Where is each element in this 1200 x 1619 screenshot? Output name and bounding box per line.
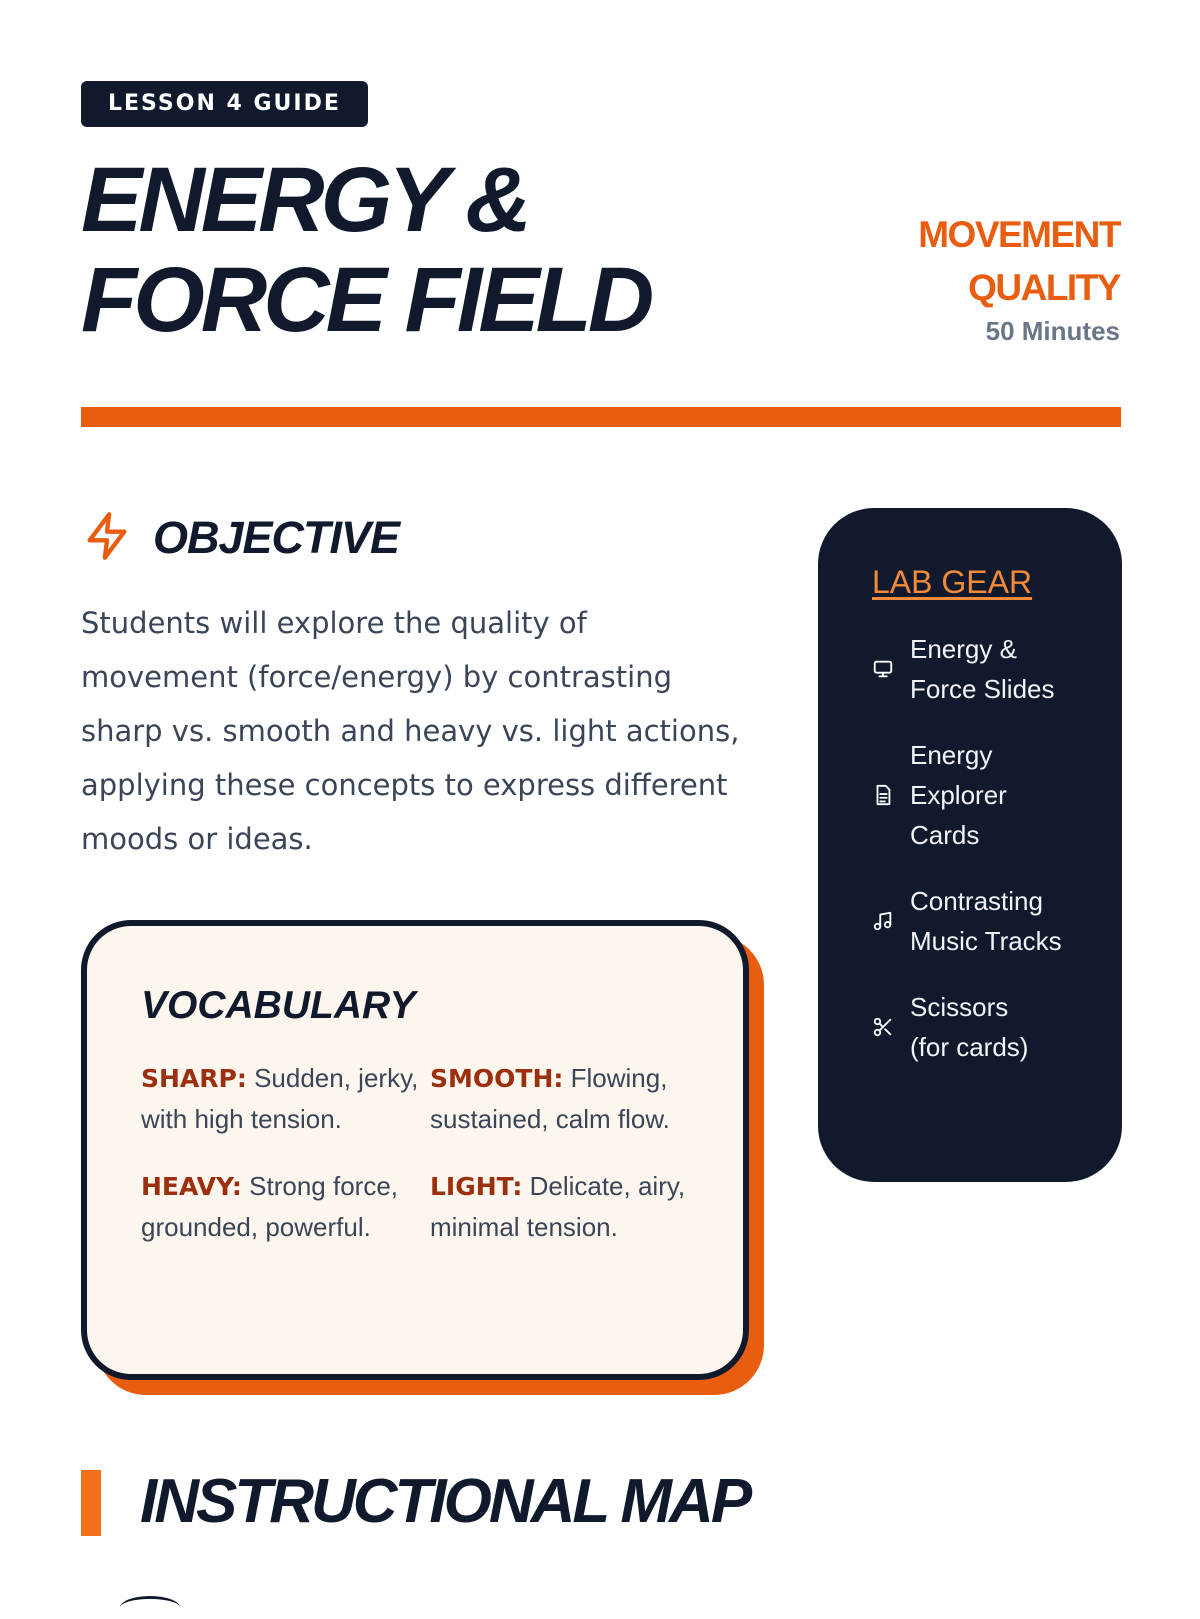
lab-gear-panel (818, 508, 1122, 1182)
scissors-icon (872, 1016, 894, 1038)
section-accent-bar (81, 1470, 101, 1536)
lab-gear-item (872, 987, 1082, 1067)
vocab-item-heavy (141, 1166, 430, 1247)
duration-label: 50 Minutes (985, 316, 1120, 346)
vocab-definition: Delicate, airy, minimal tension. (430, 1171, 686, 1242)
objective-heading: OBJECTIVE (153, 512, 400, 563)
instructional-map-heading: INSTRUCTIONAL MAP (140, 1467, 750, 1536)
header-divider (81, 407, 1121, 427)
topic-line-2: QUALITY (968, 267, 1120, 308)
page-title-line-2: FORCE FIELD (81, 249, 651, 351)
vocab-definition: Sudden, jerky, with high tension. (141, 1063, 419, 1134)
objective-text: Students will explore the quality of movement (force/energy) by contrasting sharp vs. smooth and heavy vs. light actions, applying these concepts to express different moods or ideas. (81, 606, 740, 856)
cropped-map-element (120, 1596, 180, 1619)
vocabulary-card (81, 920, 749, 1380)
page-title (81, 150, 650, 350)
vocab-definition: Strong force, grounded, powerful. (141, 1171, 399, 1242)
lab-gear-label: Energy & Force Slides (910, 634, 1055, 704)
vocab-definition: Flowing, sustained, calm flow. (430, 1063, 670, 1134)
lab-gear-label: Scissors (for cards) (910, 992, 1029, 1062)
vocab-term: HEAVY: (141, 1172, 242, 1201)
lightning-icon (81, 510, 133, 567)
vocab-item-light (430, 1166, 690, 1247)
monitor-icon (872, 658, 894, 680)
vocab-term: SMOOTH: (430, 1064, 564, 1093)
lesson-meta (918, 208, 1120, 347)
objective-header (81, 510, 399, 566)
page-title-line-1: ENERGY & (81, 149, 528, 251)
topic-label (918, 208, 1120, 314)
document-icon (872, 784, 894, 806)
lab-gear-heading: LAB GEAR (872, 564, 1033, 600)
topic-line-1: MOVEMENT (918, 214, 1120, 255)
lab-gear-item (872, 735, 1082, 855)
music-note-icon (872, 910, 894, 932)
vocab-item-sharp (141, 1058, 430, 1139)
lab-gear-list (872, 629, 1082, 1067)
lab-gear-item (872, 881, 1082, 961)
lesson-badge: LESSON 4 GUIDE (81, 81, 368, 127)
lab-gear-label: Energy Explorer Cards (910, 740, 1007, 850)
vocab-term: LIGHT: (430, 1172, 523, 1201)
vocab-term: SHARP: (141, 1064, 247, 1093)
vocabulary-heading: VOCABULARY (141, 984, 416, 1027)
vocab-item-smooth (430, 1058, 690, 1139)
vocabulary-grid (141, 1058, 689, 1247)
lab-gear-item (872, 629, 1082, 709)
lab-gear-label: Contrasting Music Tracks (910, 886, 1062, 956)
